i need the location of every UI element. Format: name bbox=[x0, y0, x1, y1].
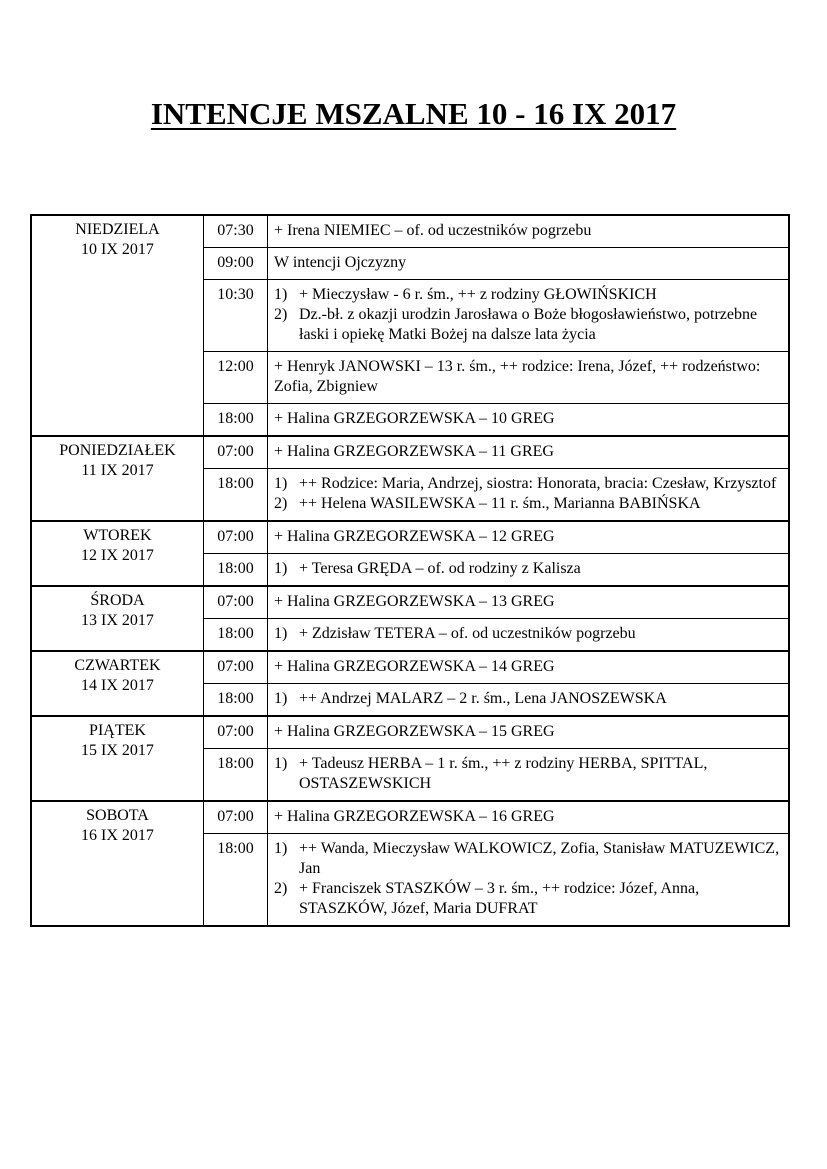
intention-item bbox=[274, 754, 782, 794]
mass-time: 18:00 bbox=[204, 749, 268, 802]
intention-text: + Halina GRZEGORZEWSKA – 12 GREG bbox=[274, 528, 555, 545]
mass-time: 07:00 bbox=[204, 436, 268, 469]
intention-number: 2) bbox=[274, 880, 288, 897]
intention-text: + Halina GRZEGORZEWSKA – 11 GREG bbox=[274, 443, 554, 460]
intention-text: + Halina GRZEGORZEWSKA – 15 GREG bbox=[274, 723, 555, 740]
intention-number: 1) bbox=[274, 840, 288, 857]
day-name: PONIEDZIAŁEK bbox=[59, 442, 176, 459]
mass-intention bbox=[268, 586, 790, 619]
day-cell bbox=[31, 716, 204, 801]
day-date: 10 IX 2017 bbox=[81, 241, 154, 258]
mass-intention bbox=[268, 749, 790, 802]
intention-item bbox=[274, 689, 782, 709]
mass-time: 07:30 bbox=[204, 215, 268, 248]
mass-time: 18:00 bbox=[204, 404, 268, 437]
intention-text: + Henryk JANOWSKI – 13 r. śm., ++ rodzice: Irena, Józef, ++ rodzeństwo: Zofia, Zbigniew bbox=[274, 358, 761, 395]
table-row bbox=[31, 716, 789, 749]
mass-time: 18:00 bbox=[204, 684, 268, 717]
mass-intention bbox=[268, 521, 790, 554]
mass-intention bbox=[268, 619, 790, 652]
table-row bbox=[31, 215, 789, 248]
day-cell bbox=[31, 215, 204, 436]
mass-intention bbox=[268, 716, 790, 749]
intention-item bbox=[274, 474, 782, 494]
page-title-text: INTENCJE MSZALNE 10 - 16 IX 2017 bbox=[150, 96, 677, 131]
intention-text: ++ Rodzice: Maria, Andrzej, siostra: Honorata, bracia: Czesław, Krzysztof bbox=[299, 475, 777, 492]
day-name: WTOREK bbox=[83, 527, 152, 544]
intention-number: 1) bbox=[274, 560, 288, 577]
intention-text: ++ Helena WASILEWSKA – 11 r. śm., Marianna BABIŃSKA bbox=[299, 495, 701, 512]
mass-time: 10:30 bbox=[204, 280, 268, 352]
mass-time: 07:00 bbox=[204, 521, 268, 554]
mass-intention bbox=[268, 404, 790, 437]
mass-intention bbox=[268, 248, 790, 280]
table-row bbox=[31, 801, 789, 834]
intention-text: + Franciszek STASZKÓW – 3 r. śm., ++ rodzice: Józef, Anna, STASZKÓW, Józef, Maria DUFRAT bbox=[299, 880, 700, 917]
intention-text: + Zdzisław TETERA – of. od uczestników pogrzebu bbox=[299, 625, 636, 642]
mass-intention bbox=[268, 554, 790, 587]
day-name: PIĄTEK bbox=[89, 722, 146, 739]
mass-intention bbox=[268, 352, 790, 404]
intentions-table bbox=[30, 214, 790, 927]
mass-intention bbox=[268, 436, 790, 469]
table-row bbox=[31, 521, 789, 554]
mass-time: 18:00 bbox=[204, 834, 268, 927]
mass-time: 07:00 bbox=[204, 801, 268, 834]
day-date: 12 IX 2017 bbox=[81, 547, 154, 564]
mass-time: 07:00 bbox=[204, 651, 268, 684]
day-name: SOBOTA bbox=[86, 807, 149, 824]
intention-text: W intencji Ojczyzny bbox=[274, 254, 407, 271]
intention-text: + Teresa GRĘDA – of. od rodziny z Kalisza bbox=[299, 560, 581, 577]
day-date: 11 IX 2017 bbox=[81, 462, 154, 479]
mass-time: 18:00 bbox=[204, 469, 268, 522]
intention-text: + Halina GRZEGORZEWSKA – 13 GREG bbox=[274, 593, 555, 610]
intention-number: 1) bbox=[274, 475, 288, 492]
intention-item bbox=[274, 879, 782, 919]
mass-time: 09:00 bbox=[204, 248, 268, 280]
intention-text: + Irena NIEMIEC – of. od uczestników pogrzebu bbox=[274, 222, 592, 239]
mass-time: 07:00 bbox=[204, 586, 268, 619]
intention-text: + Tadeusz HERBA – 1 r. śm., ++ z rodziny HERBA, SPITTAL, OSTASZEWSKICH bbox=[299, 755, 708, 792]
intention-number: 1) bbox=[274, 625, 288, 642]
table-row bbox=[31, 586, 789, 619]
day-name: CZWARTEK bbox=[74, 657, 161, 674]
day-cell bbox=[31, 521, 204, 586]
intentions-table-body bbox=[31, 215, 789, 926]
day-date: 16 IX 2017 bbox=[81, 827, 154, 844]
intention-item bbox=[274, 839, 782, 879]
mass-time: 18:00 bbox=[204, 554, 268, 587]
mass-intention bbox=[268, 834, 790, 927]
intention-text: + Halina GRZEGORZEWSKA – 14 GREG bbox=[274, 658, 555, 675]
day-date: 13 IX 2017 bbox=[81, 612, 154, 629]
day-cell bbox=[31, 436, 204, 521]
intention-text: ++ Andrzej MALARZ – 2 r. śm., Lena JANOSZEWSKA bbox=[299, 690, 667, 707]
mass-time: 07:00 bbox=[204, 716, 268, 749]
mass-time: 18:00 bbox=[204, 619, 268, 652]
intention-text: + Mieczysław - 6 r. śm., ++ z rodziny GŁOWIŃSKICH bbox=[299, 286, 657, 303]
intention-item bbox=[274, 285, 782, 305]
intention-text: + Halina GRZEGORZEWSKA – 16 GREG bbox=[274, 808, 555, 825]
day-cell bbox=[31, 801, 204, 926]
intention-item bbox=[274, 624, 782, 644]
day-date: 14 IX 2017 bbox=[81, 677, 154, 694]
intention-item bbox=[274, 559, 782, 579]
day-cell bbox=[31, 651, 204, 716]
day-name: ŚRODA bbox=[90, 592, 145, 609]
mass-intention bbox=[268, 280, 790, 352]
intention-number: 2) bbox=[274, 306, 288, 323]
intention-item bbox=[274, 305, 782, 345]
mass-intention bbox=[268, 215, 790, 248]
day-cell bbox=[31, 586, 204, 651]
mass-time: 12:00 bbox=[204, 352, 268, 404]
mass-intention bbox=[268, 469, 790, 522]
intention-number: 1) bbox=[274, 755, 288, 772]
intention-item bbox=[274, 494, 782, 514]
mass-intention bbox=[268, 651, 790, 684]
intention-text: Dz.-bł. z okazji urodzin Jarosława o Boże błogosławieństwo, potrzebne łaski i opiekę Matki Bożej na dalsze lata życia bbox=[299, 306, 758, 343]
day-name: NIEDZIELA bbox=[75, 221, 160, 238]
page-title bbox=[0, 96, 827, 132]
day-date: 15 IX 2017 bbox=[81, 742, 154, 759]
table-row bbox=[31, 436, 789, 469]
intention-text: + Halina GRZEGORZEWSKA – 10 GREG bbox=[274, 410, 555, 427]
intention-number: 2) bbox=[274, 495, 288, 512]
mass-intention bbox=[268, 801, 790, 834]
intention-number: 1) bbox=[274, 690, 288, 707]
intention-text: ++ Wanda, Mieczysław WALKOWICZ, Zofia, Stanisław MATUZEWICZ, Jan bbox=[299, 840, 780, 877]
table-row bbox=[31, 651, 789, 684]
mass-intention bbox=[268, 684, 790, 717]
intention-number: 1) bbox=[274, 286, 288, 303]
